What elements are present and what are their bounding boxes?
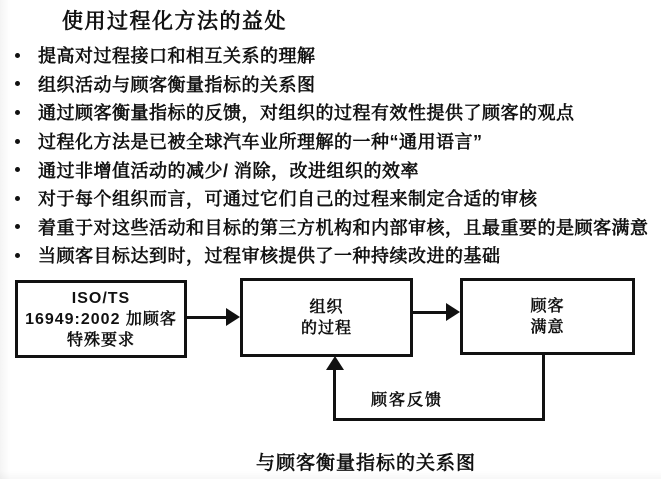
list-item: [0, 41, 661, 70]
bullet-text: 过程化方法是已被全球汽车业所理解的一种“通用语言”: [38, 132, 483, 153]
bullet-text: 着重于对这些活动和目标的第三方机构和内部审核，且最重要的是顾客满意: [38, 217, 649, 238]
bullet-text: 提高对过程接口和相互关系的理解: [38, 46, 316, 67]
flow-box-line: 组织: [309, 298, 344, 316]
list-item: [0, 213, 661, 242]
bullet-icon: [15, 253, 20, 258]
bullet-icon: [15, 81, 20, 86]
arrowhead-up-icon: [326, 356, 344, 370]
bullet-text: 通过非增值活动的减少/ 消除，改进组织的效率: [38, 160, 419, 181]
arrow-input-to-process: [186, 316, 228, 319]
flow-box-iso-ts-requirements: [15, 280, 187, 358]
list-item: [0, 241, 661, 270]
bullet-text: 组织活动与顾客衡量指标的关系图: [38, 74, 316, 95]
list-item: [0, 155, 661, 184]
bullet-text: 对于每个组织而言，可通过它们自己的过程来制定合适的审核: [38, 189, 538, 210]
diagram-caption: 与顾客衡量指标的关系图: [256, 453, 477, 474]
feedback-line-up: [333, 367, 336, 420]
feedback-line-horizontal: [333, 418, 545, 421]
list-item: [0, 98, 661, 127]
bullet-icon: [15, 110, 20, 115]
bullet-icon: [15, 53, 20, 58]
bullet-icon: [15, 167, 20, 172]
flow-box-organization-process: [240, 278, 413, 357]
arrow-process-to-output: [412, 311, 448, 314]
arrowhead-right-icon: [226, 308, 240, 326]
flow-box-line: ISO/TS: [71, 289, 131, 307]
page-title: 使用过程化方法的益处: [62, 10, 287, 33]
list-item: [0, 127, 661, 156]
benefits-bullet-list: [0, 41, 661, 270]
list-item: [0, 70, 661, 99]
arrowhead-right-icon: [446, 303, 460, 321]
bullet-text: 通过顾客衡量指标的反馈，对组织的过程有效性提供了顾客的观点: [38, 103, 575, 124]
bullet-icon: [15, 139, 20, 144]
feedback-line-down: [542, 353, 545, 421]
list-item: [0, 184, 661, 213]
flow-box-customer-satisfaction: [460, 278, 635, 355]
feedback-label: 顾客反馈: [371, 392, 444, 409]
bullet-icon: [15, 224, 20, 229]
bullet-text: 当顾客目标达到时，过程审核提供了一种持续改进的基础: [38, 246, 501, 267]
flow-box-line: 16949:2002 加顾客: [25, 310, 177, 328]
bullet-icon: [15, 196, 20, 201]
flow-box-line: 顾客: [530, 297, 565, 315]
flow-box-line: 满意: [530, 318, 565, 336]
flow-box-line: 的过程: [300, 319, 352, 337]
flow-box-line: 特殊要求: [66, 331, 135, 349]
